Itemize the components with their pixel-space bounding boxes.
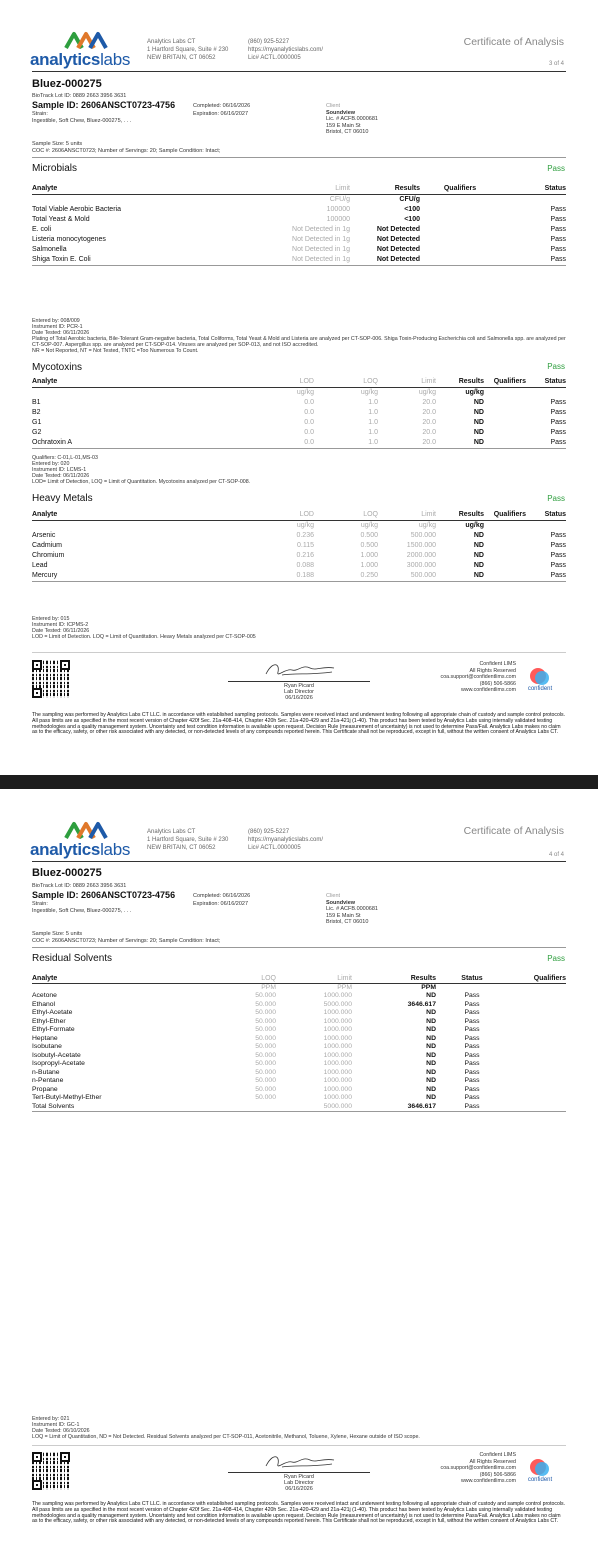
table-header-row: Analyte LOD LOQ Limit Results Qualifiers Status — [32, 511, 566, 519]
table-row: G1 0.0 1.0 20.0 ND Pass — [32, 418, 566, 426]
analytics-labs-logo — [30, 28, 140, 72]
lab-contact: (860) 925-5227 https://myanalyticslabs.com/ Lic# ACTL.0000005 — [248, 39, 324, 61]
table-row: Acetone 50.000 1000.000 ND Pass — [32, 992, 480, 999]
lims-email-link[interactable]: coa.support@confidentlims.com — [440, 1465, 516, 1472]
table-row: ug/kg ug/kg ug/kg ug/kg — [296, 388, 484, 396]
table-row: Tert-Butyl-Methyl-Ether 50.000 1000.000 ND Pass — [32, 1094, 480, 1101]
sample-id: Sample ID: 2606ANSCT0723-4756 — [32, 890, 176, 900]
table-row: Ethyl-Ether 50.000 1000.000 ND Pass — [32, 1017, 480, 1025]
heavy-metals-table — [32, 510, 566, 582]
table-row: Total Yeast & Mold 100000 <100 Pass — [32, 215, 566, 223]
table-row: Ethanol 50.000 5000.000 3646.617 Pass — [32, 1000, 480, 1008]
residual-solvents-title: Residual Solvents — [32, 953, 113, 964]
footer-rule — [32, 652, 566, 653]
table-row: Chromium 0.216 1.000 2000.000 ND Pass — [32, 551, 566, 559]
lab-website-link[interactable]: https://myanalyticslabs.com/ — [248, 837, 324, 843]
lims-website-link[interactable]: www.confidentlims.com — [460, 687, 516, 694]
residual-solvents-notes: Entered by: 021 Instrument ID: GC-1 Date Tested: 06/10/2026 LOQ = Limit of Quantitation, ND = Not Detected. Residual Solvents analyzed per CT-SOP-011, Acetonitrile, Methanol, Toluene, Xylene, Hexane outside of ISO scope. — [32, 1416, 420, 1440]
lims-contact: Confident LIMS All Rights Reserved coa.support@confidentlims.com (866) 506-5866 www.confidentlims.com — [408, 1452, 516, 1485]
table-row: Ethyl-Acetate 50.000 1000.000 ND Pass — [32, 1009, 480, 1016]
table-row: Total Viable Aerobic Bacteria 100000 <100 Pass — [32, 205, 566, 213]
confident-lims-logo: confident — [522, 668, 558, 698]
confident-lims-logo: confident — [522, 1459, 558, 1489]
coa-title: Certificate of Analysis — [463, 825, 564, 837]
client-info: Client Soundview Lic. # ACFB.0000681 159 E Main St Bristol, CT 06010 — [326, 893, 378, 925]
mycotoxins-title: Mycotoxins — [32, 362, 83, 373]
lab-contact: (860) 925-5227 https://myanalyticslabs.com/ Lic# ACTL.0000005 — [248, 829, 324, 851]
table-row: Mercury 0.188 0.250 500.000 ND Pass — [32, 571, 566, 582]
sample-size-info: Sample Size: 5 units COC #: 2606ANSCT0723; Number of Servings: 20; Sample Condition: Intact; — [32, 931, 221, 944]
signature-icon — [262, 1452, 338, 1472]
lab-website-link[interactable]: https://myanalyticslabs.com/ — [248, 47, 324, 53]
table-row: Total Solvents 5000.000 3646.617 Pass — [32, 1103, 566, 1112]
microbials-status: Pass — [547, 164, 565, 173]
lims-email-link[interactable]: coa.support@confidentlims.com — [440, 674, 516, 681]
table-row: Heptane 50.000 1000.000 ND Pass — [32, 1034, 480, 1042]
sample-size-info: Sample Size: 5 units COC #: 2606ANSCT0723; Number of Servings: 20; Sample Condition: Intact; — [32, 141, 221, 154]
table-row: Cadmium 0.115 0.500 1500.000 ND Pass — [32, 541, 566, 549]
residual-solvents-status: Pass — [547, 954, 565, 963]
page-separator — [0, 775, 598, 789]
qr-code-icon[interactable] — [32, 660, 70, 698]
signature-icon — [262, 660, 338, 680]
heavy-metals-title: Heavy Metals — [32, 493, 93, 504]
heavy-metals-status: Pass — [547, 494, 565, 503]
qr-code-icon[interactable] — [32, 1452, 70, 1490]
lims-website-link[interactable]: www.confidentlims.com — [460, 1478, 516, 1485]
table-row: CFU/g CFU/g — [329, 195, 420, 203]
logo-wordmark: analyticslabs — [30, 840, 131, 859]
signature-line — [228, 681, 370, 682]
page-number: 3 of 4 — [548, 61, 564, 67]
table-row: B2 0.0 1.0 20.0 ND Pass — [32, 408, 566, 416]
signer-info: Ryan Picard Lab Director 06/16/2026 — [284, 683, 314, 702]
table-row: Ethyl-Formate 50.000 1000.000 ND Pass — [32, 1026, 480, 1033]
disclaimer-text: The sampling was performed by Analytics Labs CT LLC. in accordance with established sampling protocols. Samples were received intact and underwent testing following all appropriate chain of custody and sample control protocols. All pass limits are as specified in the most recent version of Chapter 420f Sec. 21a-408-414, Chapter 420h Sec. 21a-420-429 and 21a-421j (1-40). This product has been tested by Analytics Labs using internally validated testing methodologies and a quality management system. Uncertainty and test condition information is available upon request. Decision Rule (measurement of uncertainty) is not used to determine Pass/Fail. Analytics Labs makes no claim as to the efficacy, safety, or other risk associated with any detected, or non-detected levels of any compounds reported herein. This Certificate shall not be reproduced, except in full, without the written consent of Analytics Labs CT. — [32, 1501, 566, 1525]
heavy-metals-notes: Entered by: 015 Instrument ID: ICPMS-2 Date Tested: 06/11/2026 LOD = Limit of Detection. LOQ = Limit of Quantitation. Heavy Metals analyzed per CT-SOP-005 — [32, 616, 256, 640]
strain-info: Strain: Ingestible, Soft Chew, Bluez-000275, . . . — [32, 901, 132, 914]
residual-solvents-table — [32, 974, 566, 1112]
coa-title: Certificate of Analysis — [463, 36, 564, 48]
header-rule — [32, 861, 566, 862]
table-row: Propane 50.000 1000.000 ND Pass — [32, 1085, 480, 1093]
signer-info: Ryan Picard Lab Director 06/16/2026 — [284, 1474, 314, 1493]
table-row: n-Pentane 50.000 1000.000 ND Pass — [32, 1077, 480, 1084]
table-row: Salmonella Not Detected in 1g Not Detected Pass — [32, 245, 566, 253]
logo-wordmark: analyticslabs — [30, 50, 131, 69]
lab-address: Analytics Labs CT 1 Hartford Square, Suite # 230 NEW BRITAIN, CT 06052 — [147, 829, 229, 851]
table-row: ug/kg ug/kg ug/kg ug/kg — [296, 521, 484, 529]
completed-date: Completed: 06/16/2026 — [193, 893, 251, 899]
table-row: n-Butane 50.000 1000.000 ND Pass — [32, 1068, 480, 1076]
mycotoxins-status: Pass — [547, 362, 565, 371]
header-rule — [32, 71, 566, 72]
info-rule — [32, 947, 566, 948]
page-number: 4 of 4 — [548, 852, 564, 858]
table-row: Listeria monocytogenes Not Detected in 1g Not Detected Pass — [32, 235, 566, 243]
disclaimer-text: The sampling was performed by Analytics Labs CT LLC. in accordance with established sampling protocols. Samples were received intact and underwent testing following all appropriate chain of custody and sample control protocols. All pass limits are as specified in the most recent version of Chapter 420f Sec. 21a-408-414, Chapter 420h Sec. 21a-420-429 and 21a-421j (1-40). This product has been tested by Analytics Labs using internally validated testing methodologies and a quality management system. Uncertainty and test condition information is available upon request. Decision Rule (measurement of uncertainty) is not used to determine Pass/Fail. Analytics Labs makes no claim as to the efficacy, safety, or other risk associated with any detected, or non-detected levels of any compounds reported herein. This Certificate shall not be reproduced, except in full, without the written consent of Analytics Labs CT. — [32, 712, 566, 736]
info-rule — [32, 157, 566, 158]
lab-address: Analytics Labs CT 1 Hartford Square, Suite # 230 NEW BRITAIN, CT 06052 — [147, 39, 229, 61]
logo-peaks-icon — [64, 818, 114, 840]
mycotoxins-notes: Qualifiers: C-01,L-01,MS-03 Entered by: 020 Instrument ID: LCMS-1 Date Tested: 06/11/2026 LOD= Limit of Detection, LOQ = Limit of Quantitation. Mycotoxins analyzed per CT-SOP-008. — [32, 455, 251, 485]
table-row: Isobutane 50.000 1000.000 ND Pass — [32, 1043, 480, 1050]
table-row: B1 0.0 1.0 20.0 ND Pass — [32, 398, 566, 406]
table-header-row: Analyte LOD LOQ Limit Results Qualifiers Status — [32, 378, 566, 386]
table-row: E. coli Not Detected in 1g Not Detected Pass — [32, 225, 566, 233]
logo-peaks-icon — [64, 28, 114, 50]
footer-rule — [32, 1445, 566, 1446]
lims-contact: Confident LIMS All Rights Reserved coa.support@confidentlims.com (866) 506-5866 www.confidentlims.com — [408, 661, 516, 694]
microbials-title: Microbials — [32, 163, 78, 174]
expiration-date: Expiration: 06/16/2027 — [193, 901, 249, 907]
table-row: Isopropyl-Acetate 50.000 1000.000 ND Pass — [32, 1060, 480, 1067]
product-name: Bluez-000275 — [32, 78, 102, 90]
analytics-labs-logo — [30, 818, 140, 862]
strain-info: Strain: Ingestible, Soft Chew, Bluez-000275, . . . — [32, 111, 132, 124]
table-row: G2 0.0 1.0 20.0 ND Pass — [32, 428, 566, 436]
table-row: Ochratoxin A 0.0 1.0 20.0 ND Pass — [32, 438, 566, 449]
product-name: Bluez-000275 — [32, 867, 102, 879]
coa-page-3 — [0, 0, 598, 775]
table-row: Arsenic 0.236 0.500 500.000 ND Pass — [32, 531, 566, 539]
sample-id: Sample ID: 2606ANSCT0723-4756 — [32, 100, 176, 110]
signature-line — [228, 1472, 370, 1473]
coa-page-4 — [0, 789, 598, 1562]
client-info: Client Soundview Lic. # ACFB.0000681 159 E Main St Bristol, CT 06010 — [326, 103, 378, 135]
mycotoxins-table — [32, 377, 566, 449]
biotrack-lot-id: BioTrack Lot ID: 0889 2663 3956 3631 — [32, 93, 127, 99]
table-header-row: Analyte LOQ Limit Results Status Qualifiers — [32, 974, 566, 982]
microbials-notes: Entered by: 008/009 Instrument ID: PCR-1 Date Tested: 06/11/2026 Plating of Total Aerobic bacteria, Bile-Tolerant Gram-negative bacteria, Total Coliforms, Total Yeast & Mold and Listeria are analyzed per CT-SOP-006. Shiga Toxin-Producing Escherichia coli and Salmonella spp. are analyzed per CT-SOP-007. Aspergillus spp. are analyzed per CT-SOP-014. Viruses are analyzed per SOP-013, and not ISO accredited. NR = Not Reported, NT = Not Tested, TNTC =Too Numerous To Count. — [32, 318, 566, 354]
completed-date: Completed: 06/16/2026 — [193, 103, 251, 109]
expiration-date: Expiration: 06/16/2027 — [193, 111, 249, 117]
table-row: Isobutyl-Acetate 50.000 1000.000 ND Pass — [32, 1051, 480, 1059]
table-row: PPM PPM PPM — [261, 983, 436, 991]
biotrack-lot-id: BioTrack Lot ID: 0889 2663 3956 3631 — [32, 883, 127, 889]
table-header-row: Analyte Limit Results Qualifiers Status — [32, 185, 566, 193]
table-row: Shiga Toxin E. Coli Not Detected in 1g Not Detected Pass — [32, 255, 566, 266]
table-row: Lead 0.088 1.000 3000.000 ND Pass — [32, 561, 566, 569]
microbials-table — [32, 184, 566, 266]
